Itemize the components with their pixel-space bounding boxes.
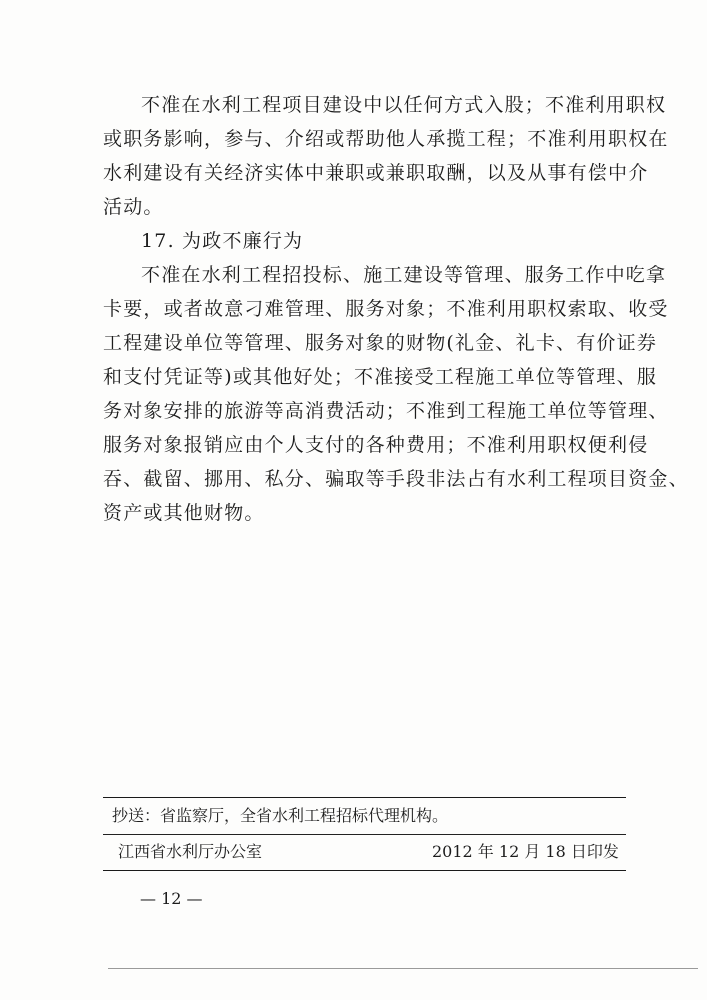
body-line-1: 不准在水利工程项目建设中以任何方式入股；不准利用职权 xyxy=(141,94,667,116)
issue-date: 2012 年 12 月 18 日印发 xyxy=(432,842,619,861)
body-line-8: 工程建设单位等管理、服务对象的财物(礼金、礼卡、有价证券 xyxy=(103,332,658,354)
footer-middle-rule xyxy=(103,834,626,835)
footer-top-rule xyxy=(103,797,626,798)
body-line-4: 活动。 xyxy=(103,196,164,218)
body-line-9: 和支付凭证等)或其他好处；不准接受工程施工单位等管理、服 xyxy=(103,366,658,388)
page-number: — 12 — xyxy=(140,889,203,908)
issuer-office: 江西省水利厅办公室 xyxy=(118,842,263,861)
body-line-10: 务对象安排的旅游等高消费活动；不准到工程施工单位等管理、 xyxy=(103,400,669,422)
scan-edge-line xyxy=(108,968,698,969)
body-line-6: 不准在水利工程招投标、施工建设等管理、服务工作中吃拿 xyxy=(141,264,667,286)
section-heading-17: 17. 为政不廉行为 xyxy=(141,230,304,252)
body-line-13: 资产或其他财物。 xyxy=(103,502,265,524)
body-line-7: 卡要，或者故意刁难管理、服务对象；不准利用职权索取、收受 xyxy=(103,298,669,320)
body-line-3: 水利建设有关经济实体中兼职或兼职取酬，以及从事有偿中介 xyxy=(103,162,649,184)
footer-bottom-rule xyxy=(103,870,626,871)
body-line-11: 服务对象报销应由个人支付的各种费用；不准利用职权便利侵 xyxy=(103,434,649,456)
body-line-12: 吞、截留、挪用、私分、骗取等手段非法占有水利工程项目资金、 xyxy=(103,468,689,490)
body-line-2: 或职务影响，参与、介绍或帮助他人承揽工程；不准利用职权在 xyxy=(103,128,669,150)
cc-recipients: 抄送：省监察厅，全省水利工程招标代理机构。 xyxy=(112,806,449,825)
